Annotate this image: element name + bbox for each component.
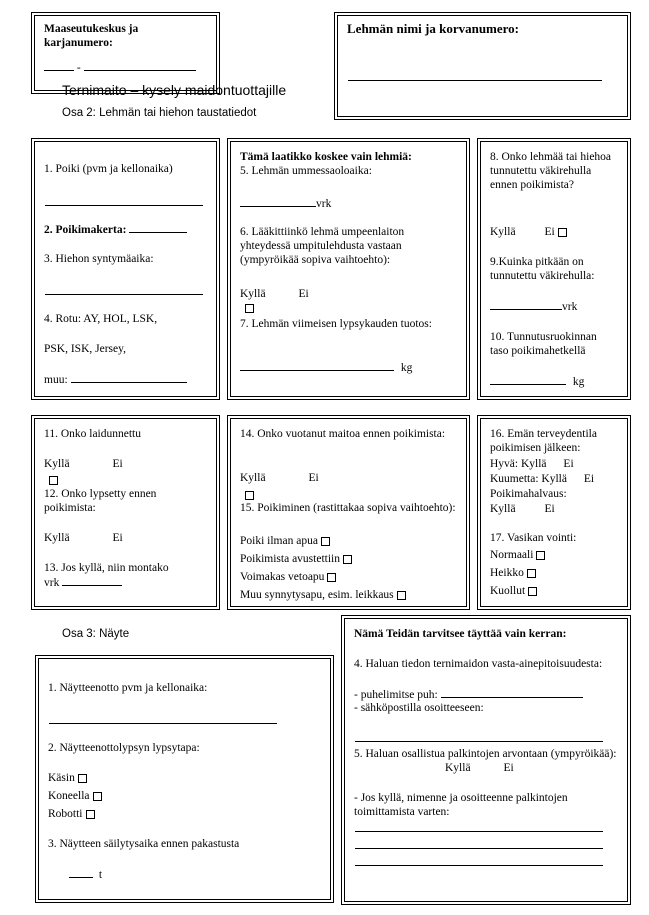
question-8: 8. Onko lehmää tai hiehoa tunnutettu väkirehulla ennen poikimista? (490, 151, 612, 191)
calving-option-4-checkbox[interactable] (397, 591, 406, 600)
question-2: 2. Poikimakerta: (44, 224, 127, 236)
cows-only-box (227, 138, 470, 400)
health-fever-label: Kuumetta: (490, 473, 539, 485)
farm-center-field[interactable] (44, 60, 74, 71)
question-17: 17. Vasikan vointi: (490, 532, 577, 544)
calf-weak-checkbox[interactable] (527, 569, 536, 578)
farm-id-separator: - (76, 62, 81, 74)
phone-field[interactable] (441, 687, 583, 698)
phone-label: - puhelimitse puh: (354, 689, 438, 701)
cow-name-box (334, 12, 631, 120)
section-3-title: Osa 3: Näyte (62, 628, 130, 640)
calving-option-2-checkbox[interactable] (343, 555, 352, 564)
sample-question-1: 1. Näytteenotto pvm ja kellonaika: (48, 682, 208, 694)
calving-option-4: Muu synnytysapu, esim. leikkaus (240, 589, 394, 601)
question-10: 10. Tunnutusruokinnan taso poikimahetkellä (490, 331, 597, 357)
question-6: 6. Lääkittiinkö lehmä umpeenlaiton yhteydessä umpitulehdusta vastaan (ympyröikää sopiva vaihtoehto): (240, 226, 405, 266)
section-2-title: Osa 2: Lehmän tai hiehon taustatiedot (62, 107, 257, 119)
q6-no[interactable]: Ei (298, 288, 309, 300)
question-5: 5. Lehmän ummessaoloaika: (240, 165, 372, 177)
milk-fever-yes[interactable]: Kyllä (490, 503, 516, 515)
question-12: 12. Onko lypsetty ennen poikimista: (44, 488, 157, 514)
milk-fever-no[interactable]: Ei (544, 503, 555, 515)
calving-number-field[interactable] (129, 222, 187, 233)
calf-normal: Normaali (490, 549, 534, 561)
calf-dead: Kuollut (490, 585, 526, 597)
question-13: 13. Jos kyllä, niin montako (44, 562, 169, 574)
question-3: 3. Hiehon syntymäaika: (44, 253, 154, 265)
q8-no[interactable]: Ei (544, 226, 555, 238)
question-14: 14. Onko vuotanut maitoa ennen poikimista: (240, 428, 446, 440)
sample-question-2: 2. Näytteenottolypsyn lypsytapa: (48, 742, 200, 754)
q12-yes[interactable]: Kyllä (44, 532, 70, 544)
question-9: 9.Kuinka pitkään on tunnutettu väkirehulla: (490, 256, 595, 282)
raffle-yes[interactable]: Kyllä (445, 762, 471, 774)
dry-period-unit: vrk (316, 198, 332, 210)
question-16: 16. Emän terveydentila poikimisen jälkeen: (490, 428, 597, 454)
breed-other-label: muu: (44, 374, 68, 386)
feeding-level-unit: kg (572, 376, 585, 388)
herd-number-field[interactable] (84, 60, 196, 71)
storage-time-unit: t (98, 869, 103, 881)
calving-option-3-checkbox[interactable] (327, 573, 336, 582)
q6-yes[interactable]: Kyllä (240, 288, 266, 300)
calving-option-3: Voimakas vetoapu (240, 571, 325, 583)
cows-only-header: Tämä laatikko koskee vain lehmiä: (240, 151, 412, 163)
health-good-no[interactable]: Ei (563, 458, 574, 470)
cow-name-label: Lehmän nimi ja korvanumero: (347, 21, 520, 36)
method-robot-checkbox[interactable] (86, 810, 95, 819)
email-label: - sähköpostilla osoitteeseen: (354, 702, 484, 714)
milk-fever-label: Poikimahalvaus: (490, 488, 567, 500)
q12-no[interactable]: Ei (112, 532, 123, 544)
feeding-days-unit: vrk (562, 301, 578, 313)
calving-type-box (227, 415, 470, 610)
address-line-3[interactable] (355, 865, 603, 866)
q14-yes[interactable]: Kyllä (240, 472, 266, 484)
q11-no[interactable]: Ei (112, 458, 123, 470)
question-4[interactable]: 4. Rotu: AY, HOL, LSK, (44, 313, 158, 325)
health-fever-yes[interactable]: Kyllä (541, 473, 567, 485)
address-line-1[interactable] (355, 831, 603, 832)
q8-checkbox[interactable] (558, 228, 567, 237)
raffle-address-note: - Jos kyllä, nimenne ja osoitteenne palkintojen toimittamista varten: (354, 792, 568, 818)
method-machine: Koneella (48, 790, 90, 802)
method-hand: Käsin (48, 772, 75, 784)
page-title: Ternimaito – kysely maidontuottajille (62, 82, 287, 98)
calving-option-2: Poikimista avustettiin (240, 553, 340, 565)
question-15: 15. Poikiminen (rastittakaa sopiva vaihtoehto): (240, 502, 456, 514)
grazing-milking-box (31, 415, 220, 610)
calving-option-1: Poiki ilman apua (240, 535, 318, 547)
email-field[interactable] (355, 741, 603, 742)
calf-normal-checkbox[interactable] (536, 551, 545, 560)
q6-checkbox[interactable] (245, 304, 254, 313)
pre-milking-days-field[interactable] (62, 575, 122, 586)
question-4-antibody: 4. Haluan tiedon ternimaidon vasta-ainepitoisuudesta: (354, 658, 603, 670)
health-good-label: Hyvä: (490, 458, 519, 470)
farm-id-label: Maaseutukeskus ja karjanumero: (44, 23, 139, 49)
method-robot: Robotti (48, 808, 83, 820)
yield-field[interactable] (240, 360, 394, 371)
sample-datetime-field[interactable] (49, 723, 277, 724)
cow-name-field[interactable] (348, 80, 602, 81)
question-5-raffle: 5. Haluan osallistua palkintojen arvontaan (ympyröikää): (354, 748, 617, 760)
farm-id-fields (44, 60, 196, 74)
calving-option-1-checkbox[interactable] (321, 537, 330, 546)
sample-question-3: 3. Näytteen säilytysaika ennen pakastusta (48, 838, 240, 850)
one-time-header: Nämä Teidän tarvitsee täyttää vain kerran: (354, 628, 567, 640)
breed-other-field[interactable] (71, 372, 187, 383)
q11-checkbox[interactable] (49, 476, 58, 485)
breed-options[interactable]: PSK, ISK, Jersey, (44, 343, 126, 355)
health-good-yes[interactable]: Kyllä (520, 458, 547, 470)
q14-no[interactable]: Ei (308, 472, 319, 484)
heifer-birthdate-field[interactable] (45, 294, 203, 295)
q14-checkbox[interactable] (245, 491, 254, 500)
health-status-box (477, 415, 631, 610)
calf-dead-checkbox[interactable] (528, 587, 537, 596)
storage-time-field[interactable] (69, 867, 93, 878)
calving-date-field[interactable] (45, 205, 203, 206)
address-line-2[interactable] (355, 848, 603, 849)
question-7: 7. Lehmän viimeisen lypsykauden tuotos: (240, 318, 432, 330)
health-fever-no[interactable]: Ei (583, 473, 595, 485)
feeding-level-field[interactable] (490, 374, 566, 385)
one-time-info-box (341, 615, 631, 905)
calving-info-box (31, 138, 220, 400)
method-hand-checkbox[interactable] (78, 774, 87, 783)
method-machine-checkbox[interactable] (93, 792, 102, 801)
yield-unit: kg (400, 362, 413, 374)
pre-calving-feeding-box (477, 138, 631, 400)
sample-box (35, 655, 334, 903)
dry-period-field[interactable] (240, 196, 316, 207)
q11-yes[interactable]: Kyllä (44, 458, 70, 470)
calf-weak: Heikko (490, 567, 524, 579)
q13-unit: vrk (44, 577, 60, 589)
raffle-no[interactable]: Ei (503, 762, 514, 774)
question-11: 11. Onko laidunnettu (44, 428, 141, 440)
q8-yes[interactable]: Kyllä (490, 226, 516, 238)
question-1: 1. Poiki (pvm ja kellonaika) (44, 163, 173, 175)
feeding-days-field[interactable] (490, 299, 562, 310)
